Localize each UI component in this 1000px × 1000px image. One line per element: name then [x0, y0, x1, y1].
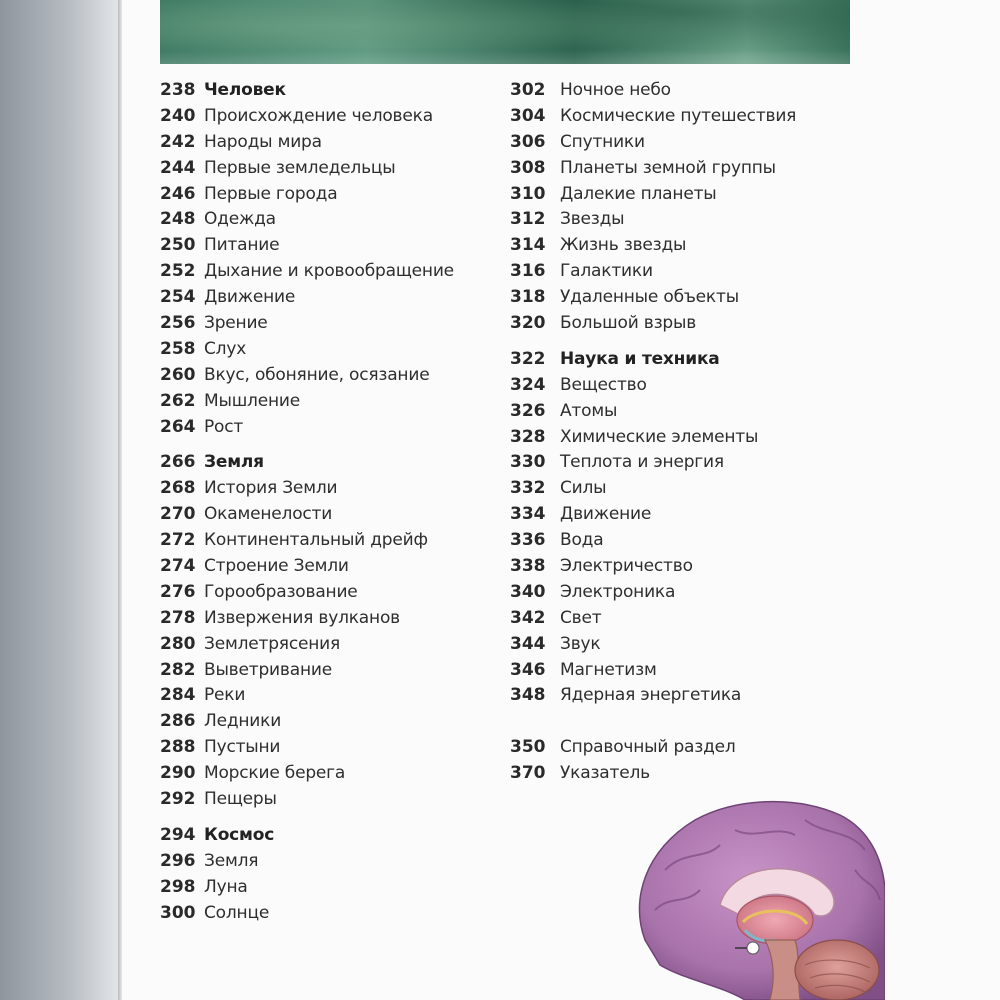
toc-entry-title: Первые земледельцы	[204, 157, 396, 178]
toc-entry-title: История Земли	[204, 478, 338, 499]
toc-entry-title: Рост	[204, 416, 244, 437]
section-gap	[510, 337, 880, 347]
section-gap	[160, 440, 490, 450]
toc-page-number: 278	[160, 607, 196, 628]
toc-entry-title: Одежда	[204, 209, 276, 230]
toc-entry-title: Выветривание	[204, 659, 332, 680]
toc-entry	[160, 285, 490, 311]
toc-entry-title: Магнетизм	[560, 659, 657, 680]
toc-entry-title: Земля	[204, 850, 259, 871]
toc-page-number: 268	[160, 478, 196, 499]
toc-page-number: 344	[510, 633, 546, 654]
brain-illustration	[625, 790, 885, 1000]
toc-entry-title: Происхождение человека	[204, 105, 433, 126]
toc-page-number: 280	[160, 633, 196, 654]
toc-entry	[510, 450, 880, 476]
toc-entry	[160, 311, 490, 337]
toc-entry	[160, 580, 490, 606]
toc-section-heading	[160, 78, 490, 104]
toc-entry	[510, 761, 880, 787]
toc-page-number: 298	[160, 876, 196, 897]
toc-entry	[510, 285, 880, 311]
toc-entry	[160, 104, 490, 130]
toc-entry-title: Далекие планеты	[560, 183, 717, 204]
toc-entry	[160, 502, 490, 528]
toc-page-number: 370	[510, 763, 546, 784]
toc-page-number: 258	[160, 338, 196, 359]
toc-entry-title: Горообразование	[204, 581, 358, 602]
section-gap	[510, 709, 880, 735]
toc-entry	[510, 311, 880, 337]
toc-entry-title: Электроника	[560, 581, 676, 602]
page-spine-shadow	[0, 0, 122, 1000]
toc-page-number: 330	[510, 452, 546, 473]
toc-section	[160, 823, 490, 927]
toc-entry-title: Вещество	[560, 374, 647, 395]
toc-entry-title: Землетрясения	[204, 633, 341, 654]
toc-entry-title: Большой взрыв	[560, 313, 697, 334]
toc-section-heading	[160, 450, 490, 476]
toc-entry	[510, 528, 880, 554]
toc-entry	[160, 875, 490, 901]
toc-page-number: 244	[160, 157, 196, 178]
toc-entry-title: Реки	[204, 685, 246, 706]
toc-entry-title: Спутники	[560, 131, 645, 152]
toc-entry	[510, 476, 880, 502]
toc-entry-title: Пещеры	[204, 789, 277, 810]
toc-page-number: 334	[510, 504, 546, 525]
toc-entry-title: Космос	[204, 824, 275, 845]
toc-page-number: 264	[160, 416, 196, 437]
toc-page-number: 282	[160, 659, 196, 680]
toc-entry	[510, 259, 880, 285]
toc-section-heading	[510, 347, 880, 373]
toc-page-number: 284	[160, 685, 196, 706]
toc-page-number: 304	[510, 105, 546, 126]
toc-page-number: 272	[160, 530, 196, 551]
toc-page-number: 256	[160, 313, 196, 334]
toc-entry	[160, 156, 490, 182]
toc-page-number: 312	[510, 209, 546, 230]
toc-section	[510, 347, 880, 709]
section-gap	[160, 813, 490, 823]
toc-column-right	[510, 78, 880, 787]
toc-entry	[510, 104, 880, 130]
toc-page-number: 338	[510, 556, 546, 577]
toc-entry	[510, 425, 880, 451]
toc-page-number: 276	[160, 581, 196, 602]
toc-page-number: 322	[510, 348, 546, 369]
toc-entry	[510, 502, 880, 528]
header-photo-strip	[160, 0, 850, 64]
toc-section	[510, 735, 880, 787]
toc-entry-title: Галактики	[560, 261, 653, 282]
toc-entry	[160, 761, 490, 787]
toc-page-number: 332	[510, 478, 546, 499]
toc-entry-title: Континентальный дрейф	[204, 530, 428, 551]
toc-entry-title: Ядерная энергетика	[560, 685, 742, 706]
toc-entry	[160, 658, 490, 684]
toc-page-number: 320	[510, 313, 546, 334]
toc-entry-title: Звезды	[560, 209, 625, 230]
toc-entry	[160, 901, 490, 927]
brain-cerebellum	[795, 940, 879, 1000]
toc-page-number: 288	[160, 737, 196, 758]
toc-page-number: 318	[510, 287, 546, 308]
toc-page-number: 342	[510, 607, 546, 628]
toc-entry	[510, 658, 880, 684]
toc-page-number: 262	[160, 390, 196, 411]
toc-entry-title: Указатель	[560, 763, 650, 784]
toc-entry	[160, 182, 490, 208]
toc-entry-title: Извержения вулканов	[204, 607, 400, 628]
toc-page-number: 246	[160, 183, 196, 204]
toc-entry	[160, 207, 490, 233]
toc-section	[160, 450, 490, 812]
toc-entry	[160, 528, 490, 554]
toc-entry	[510, 130, 880, 156]
toc-entry	[510, 580, 880, 606]
toc-entry-title: Окаменелости	[204, 504, 333, 525]
toc-page-number: 266	[160, 452, 196, 473]
toc-entry-title: Зрение	[204, 313, 268, 334]
toc-entry-title: Вкус, обоняние, осязание	[204, 364, 430, 385]
toc-entry-title: Силы	[560, 478, 607, 499]
toc-entry	[160, 130, 490, 156]
toc-entry	[510, 632, 880, 658]
toc-entry-title: Строение Земли	[204, 556, 349, 577]
toc-page-number: 310	[510, 183, 546, 204]
toc-page-number: 254	[160, 287, 196, 308]
toc-entry	[510, 683, 880, 709]
toc-entry-title: Звук	[560, 633, 601, 654]
toc-page-number: 292	[160, 789, 196, 810]
toc-entry	[510, 606, 880, 632]
toc-entry	[160, 259, 490, 285]
toc-entry	[510, 78, 880, 104]
toc-entry	[510, 207, 880, 233]
toc-entry-title: Вода	[560, 530, 604, 551]
toc-entry-title: Жизнь звезды	[560, 235, 687, 256]
toc-entry	[160, 709, 490, 735]
toc-entry	[160, 787, 490, 813]
toc-entry-title: Ночное небо	[560, 80, 671, 100]
toc-entry-title: Дыхание и кровообращение	[204, 261, 454, 282]
toc-entry	[160, 849, 490, 875]
toc-entry-title: Наука и техника	[560, 348, 720, 369]
toc-entry-title: Мышление	[204, 390, 300, 411]
toc-page-number: 328	[510, 426, 546, 447]
toc-entry-title: Луна	[204, 876, 248, 897]
toc-entry	[160, 735, 490, 761]
toc-entry	[160, 632, 490, 658]
toc-page-number: 290	[160, 763, 196, 784]
toc-page-number: 346	[510, 659, 546, 680]
toc-page-number: 294	[160, 824, 196, 845]
toc-entry-title: Пустыни	[204, 737, 281, 758]
toc-page-number: 260	[160, 364, 196, 385]
toc-entry-title: Земля	[204, 452, 264, 473]
toc-entry-title: Солнце	[204, 902, 270, 923]
toc-page-number: 308	[510, 157, 546, 178]
toc-entry-title: Химические элементы	[560, 426, 759, 447]
toc-page-number: 348	[510, 685, 546, 706]
toc-entry	[510, 373, 880, 399]
toc-page-number: 270	[160, 504, 196, 525]
toc-entry-title: Питание	[204, 235, 280, 256]
toc-section-heading	[160, 823, 490, 849]
toc-section	[510, 78, 880, 337]
toc-entry	[160, 554, 490, 580]
toc-page-number: 350	[510, 737, 546, 758]
toc-entry-title: Электричество	[560, 556, 693, 577]
toc-entry	[160, 389, 490, 415]
toc-entry-title: Слух	[204, 338, 247, 359]
toc-section	[160, 78, 490, 440]
toc-page-number: 248	[160, 209, 196, 230]
toc-entry	[160, 476, 490, 502]
toc-page-number: 238	[160, 80, 196, 100]
toc-page-number: 336	[510, 530, 546, 551]
toc-entry-title: Ледники	[204, 711, 282, 732]
toc-entry	[510, 182, 880, 208]
toc-entry-title: Справочный раздел	[560, 737, 736, 758]
toc-page-number: 250	[160, 235, 196, 256]
toc-entry	[160, 363, 490, 389]
toc-page-number: 340	[510, 581, 546, 602]
toc-page-number: 286	[160, 711, 196, 732]
toc-entry-title: Народы мира	[204, 131, 322, 152]
toc-page-number: 324	[510, 374, 546, 395]
toc-entry-title: Удаленные объекты	[560, 287, 739, 308]
toc-page-number: 316	[510, 261, 546, 282]
toc-page-number: 302	[510, 80, 546, 100]
toc-entry	[510, 156, 880, 182]
toc-entry-title: Свет	[560, 607, 602, 628]
toc-entry	[160, 415, 490, 441]
toc-entry	[510, 399, 880, 425]
toc-entry-title: Движение	[560, 504, 652, 525]
toc-page-number: 274	[160, 556, 196, 577]
toc-page-number: 306	[510, 131, 546, 152]
toc-page-number: 240	[160, 105, 196, 126]
toc-entry-title: Планеты земной группы	[560, 157, 776, 178]
toc-page-number: 314	[510, 235, 546, 256]
toc-entry	[160, 233, 490, 259]
toc-entry-title: Космические путешествия	[560, 105, 797, 126]
toc-column-left	[160, 78, 490, 927]
toc-entry-title: Первые города	[204, 183, 338, 204]
toc-page-number: 242	[160, 131, 196, 152]
toc-entry-title: Теплота и энергия	[560, 452, 724, 473]
toc-page-number: 296	[160, 850, 196, 871]
toc-entry-title: Морские берега	[204, 763, 346, 784]
toc-entry	[160, 683, 490, 709]
toc-entry-title: Атомы	[560, 400, 618, 421]
toc-entry	[160, 337, 490, 363]
toc-entry-title: Движение	[204, 287, 296, 308]
toc-entry	[510, 554, 880, 580]
toc-page-number: 300	[160, 902, 196, 923]
toc-page-number: 326	[510, 400, 546, 421]
toc-entry	[510, 735, 880, 761]
toc-entry	[510, 233, 880, 259]
toc-page-number: 252	[160, 261, 196, 282]
toc-entry-title: Человек	[204, 80, 286, 100]
toc-entry	[160, 606, 490, 632]
